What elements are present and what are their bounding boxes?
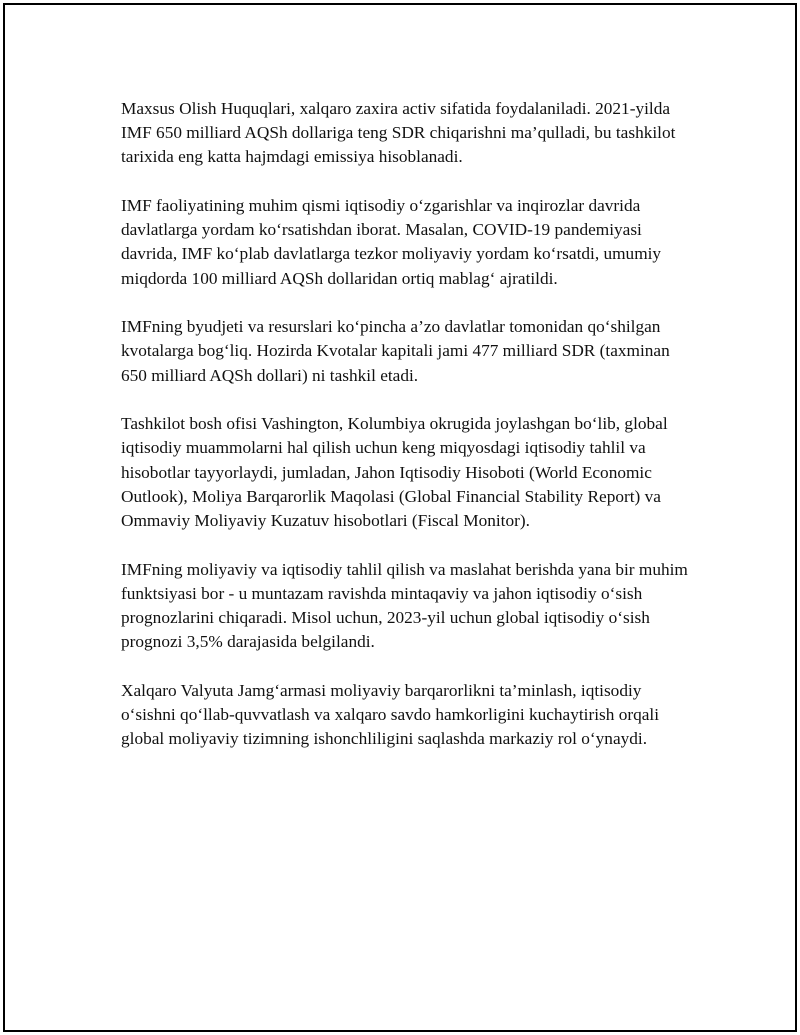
paragraph-growth-forecasts: IMFning moliyaviy va iqtisodiy tahlil qilish va maslahat berishda yana bir muhim funktsiyasi bor - u muntazam ravishda mintaqaviy va jahon iqtisodiy o‘sish prognozlarini chiqaradi. Misol uchun, 2023-yil uchun global iqtisodiy o‘sish prognozi 3,5% darajasida belgilandi. bbox=[121, 559, 688, 652]
paragraph-budget-quotas: IMFning byudjeti va resurslari ko‘pincha a’zo davlatlar tomonidan qo‘shilgan kvotalarga bog‘liq. Hozirda Kvotalar kapitali jami 477 milliard SDR (taxminan 650 milliard AQSh dollari) ni tashkil etadi. bbox=[121, 317, 670, 385]
paragraph-conclusion: Xalqaro Valyuta Jamg‘armasi moliyaviy barqarorlikni ta’minlash, iqtisodiy o‘sishni qo‘llab-quvvatlash va xalqaro savdo hamkorligini kuchaytirish orqali global moliyaviy tizimning ishonchliligini saqlashda markaziy rol o‘ynaydi. bbox=[121, 680, 660, 749]
paragraph-headquarters-reports: Tashkilot bosh ofisi Vashington, Kolumbiya okrugida joylashgan bo‘lib, global iqtisodiy muammolarni hal qilish uchun keng miqyosdagi iqtisodiy tahlil va hisobotlar tayyorlaydi, jumladan, Jahon Iqtisodiy Hisoboti (World Economic Outlook), Moliya Barqarorlik Maqolasi (Global Financial Stability Report) va Ommaviy Moliyaviy Kuzatuv hisobotlari (Fiscal Monitor). bbox=[121, 414, 668, 531]
document-body bbox=[121, 97, 693, 776]
page-frame bbox=[3, 3, 797, 1032]
paragraph-crisis-assistance: IMF faoliyatining muhim qismi iqtisodiy o‘zgarishlar va inqirozlar davrida davlatlarga yordam ko‘rsatishdan iborat. Masalan, COVID-19 pandemiyasi davrida, IMF ko‘plab davlatlarga tezkor moliyaviy yordam ko‘rsatdi, umumiy miqdorda 100 milliard AQSh dollaridan ortiq mablag‘ ajratildi. bbox=[121, 196, 662, 288]
paragraph-sdr: Maxsus Olish Huquqlari, xalqaro zaxira activ sifatida foydalaniladi. 2021-yilda IMF 650 milliard AQSh dollariga teng SDR chiqarishni ma’qulladi, bu tashkilot tarixida eng katta hajmdagi emissiya hisoblanadi. bbox=[121, 99, 676, 167]
